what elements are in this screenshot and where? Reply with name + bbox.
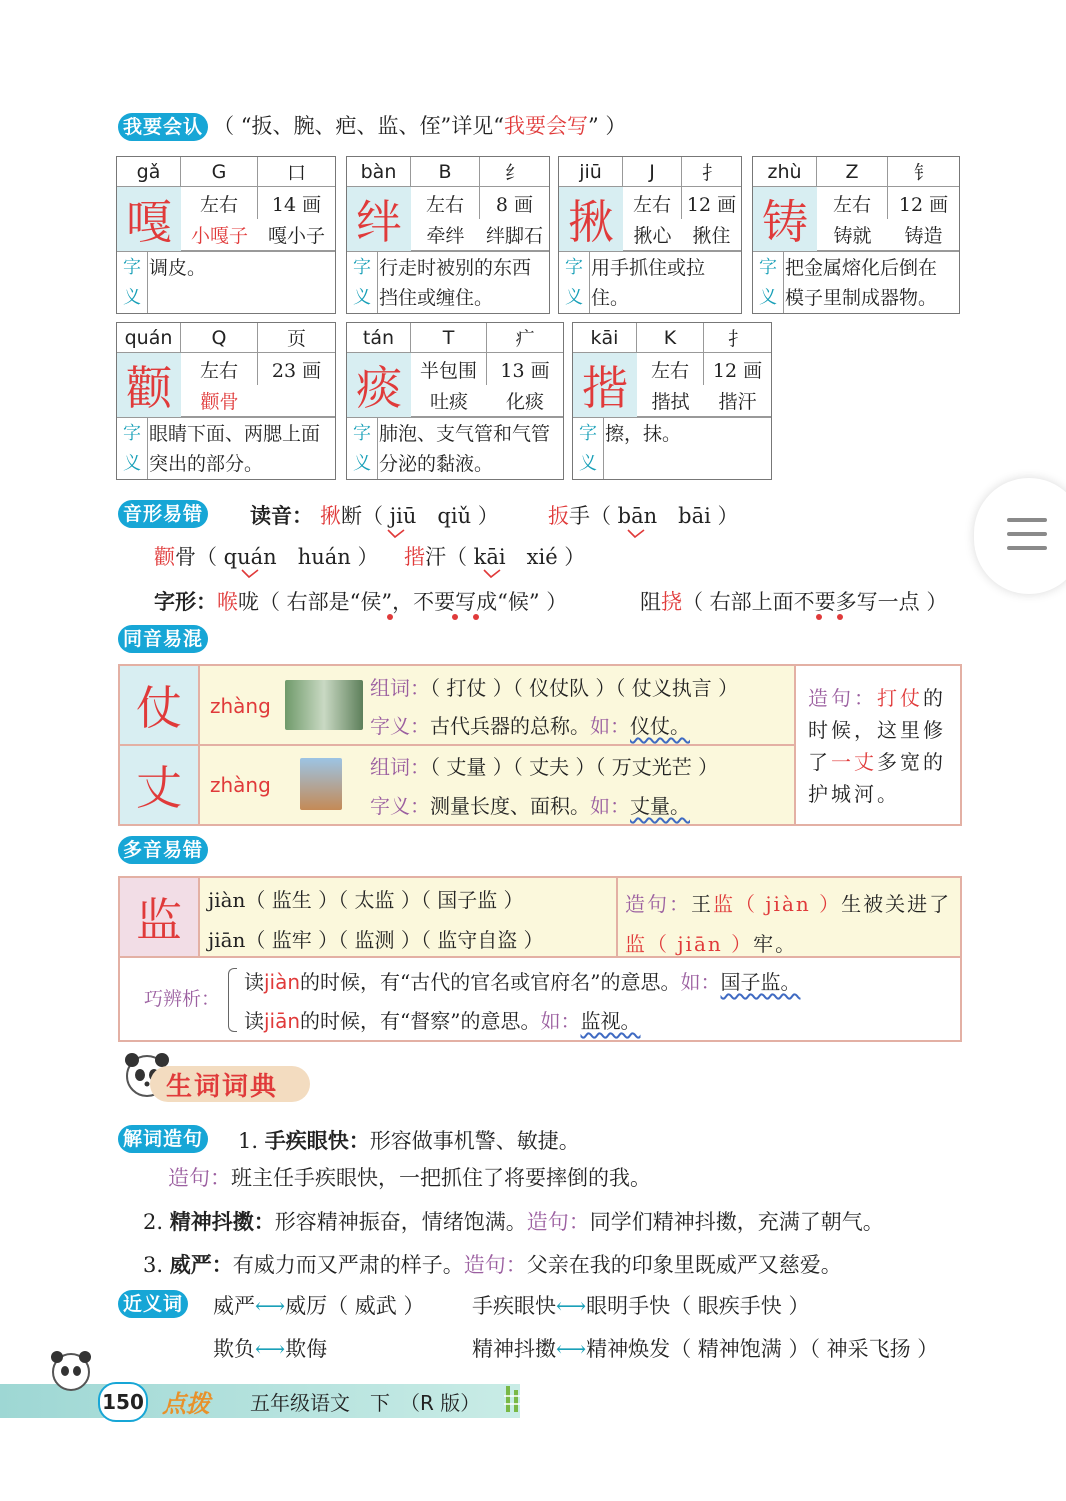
homophone-tag-wrap: [118, 625, 208, 653]
card-pinyin: tán: [347, 323, 411, 353]
synonym-tag: 近义词: [118, 1290, 188, 1318]
ziyi-top: 字: [759, 257, 777, 278]
confusing-tag: 音形易错: [118, 500, 208, 528]
emphasis-dot: [816, 614, 822, 620]
card-word-2: 揪住: [682, 219, 741, 251]
polyphone-tag: 多音易错: [118, 836, 208, 864]
synonym-3: 欺负⟷欺侮: [213, 1337, 328, 1361]
dictionary-tag-wrap: [118, 1125, 208, 1153]
card-letter: Q: [181, 323, 258, 353]
synonym-1: 威严⟷威厉（ 威武 ）: [213, 1294, 425, 1318]
recognize-header: [118, 110, 626, 141]
card-word-2: 铸造: [888, 219, 959, 251]
homophone-pinyin: zhàng: [210, 773, 271, 797]
card-word-1: 铸就: [817, 219, 888, 251]
homophone-sentence: 造句：打仗的时候，这里修了一丈多宽的护城河。: [808, 686, 946, 806]
menu-button[interactable]: [974, 478, 1066, 594]
synonym-4: 精神抖擞⟷精神焕发（ 精神饱满 ）（ 神采飞扬 ）: [472, 1337, 939, 1361]
card-pinyin: zhù: [753, 157, 817, 187]
char-card: [116, 322, 336, 480]
synonym-2: 手疾眼快⟷眼明手快（ 眼疾手快 ）: [472, 1294, 810, 1318]
card-strokes: 8 画: [495, 193, 534, 216]
homophone-words: 组词：（ 打仗 ）（ 仪仗队 ）（ 仗义执言 ）: [370, 676, 739, 700]
ziyi-bottom: 义: [565, 287, 583, 308]
card-strokes: 12 画: [712, 359, 763, 382]
card-pinyin: jiū: [559, 157, 623, 187]
divider: [147, 417, 148, 479]
homophone-meaning: 字义：测量长度、面积。如：丈量。: [370, 794, 690, 818]
ziyi-bottom: 义: [579, 453, 597, 474]
card-structure: 左右: [181, 187, 258, 219]
divider: [559, 251, 741, 252]
entry-1: 1. 手疾眼快：形容做事机警、敏捷。: [238, 1128, 580, 1153]
photo-measuring: [300, 758, 342, 810]
emphasis-dot: [452, 614, 458, 620]
entry-3: 3. 威严：有威力而又严肃的样子。造句：父亲在我的印象里既威严又慈爱。: [143, 1252, 842, 1277]
check-mark-icon: [240, 568, 260, 580]
card-letter: J: [623, 157, 682, 187]
entry-2: 2. 精神抖擞：形容精神振奋，情绪饱满。造句：同学们精神抖擞，充满了朝气。: [143, 1209, 884, 1234]
divider: [603, 417, 604, 479]
footer-title: 五年级语文 下 （R 版）: [250, 1391, 481, 1415]
card-strokes: 14 画: [271, 193, 322, 216]
card-structure: 左右: [637, 353, 704, 385]
homophone-char: 丈: [120, 746, 200, 824]
polyphone-sentence: 造句：王监（ jiàn ）生被关进了监（ jiān ）牢。: [625, 892, 952, 956]
card-definition: 行走时被别的东西挡住或缠住。: [379, 257, 532, 309]
card-radical: 扌: [704, 323, 771, 353]
polyphone-line-2: jiān（ 监牢 ）（ 监测 ）（ 监守自盗 ）: [208, 928, 544, 952]
divider: [377, 417, 378, 479]
recognize-note: （ “扳、腕、疤、监、侄”详见“我要会写” ）: [213, 114, 627, 138]
ziyi-top: 字: [123, 257, 141, 278]
card-word-2: [258, 385, 335, 417]
card-word-2: 揩汗: [704, 385, 771, 417]
card-radical: 钅: [888, 157, 959, 187]
card-char: 颧: [117, 353, 181, 417]
char-card: [558, 156, 742, 314]
char-card: [572, 322, 772, 480]
read-item-3: 颧骨（ quán huán ）: [154, 545, 379, 569]
card-word-2: 绊脚石: [480, 219, 549, 251]
analysis-line-2: 读jiān的时候，有“督察”的意思。如：监视。: [244, 1009, 641, 1033]
card-strokes: 13 画: [500, 359, 550, 382]
divider: [783, 251, 784, 313]
card-strokes: 12 画: [686, 193, 737, 216]
panda-mascot-icon: [48, 1348, 94, 1394]
recognize-tag: 我要会认: [118, 113, 208, 141]
polyphone-char: 监: [120, 878, 200, 958]
synonym-tag-wrap: [118, 1290, 188, 1318]
brace: [228, 968, 237, 1032]
shape-line-2: 阻挠（ 右部上面不要多写一点 ）: [640, 590, 948, 614]
card-definition: 擦，抹。: [605, 423, 682, 445]
read-item-1: 揪断（ jiū qiǔ ）: [320, 504, 499, 528]
ziyi-bottom: 义: [123, 453, 141, 474]
photo-honor-guard: [285, 680, 363, 730]
card-structure: 半包围: [411, 353, 487, 385]
menu-icon: [1007, 518, 1047, 550]
confusing-tag-wrap: [118, 500, 208, 528]
card-radical: 纟: [480, 157, 549, 187]
char-card: [752, 156, 960, 314]
card-char: 嘎: [117, 187, 181, 251]
card-letter: G: [181, 157, 258, 187]
card-char: 痰: [347, 353, 411, 417]
bamboo-icon: [502, 1384, 524, 1418]
read-item-2: 扳手（ bān bāi ）: [548, 504, 739, 528]
ziyi-bottom: 义: [123, 287, 141, 308]
analysis-line-1: 读jiàn的时候，有“古代的官名或官府名”的意思。如：国子监。: [244, 970, 801, 994]
divider: [147, 251, 148, 313]
ziyi-top: 字: [579, 423, 597, 444]
homophone-tag: 同音易混: [118, 625, 208, 653]
card-word-1: 揩拭: [637, 385, 704, 417]
char-card: [346, 322, 564, 480]
card-char: 绊: [347, 187, 411, 251]
footer-brand: 点拨: [162, 1389, 210, 1418]
ziyi-top: 字: [353, 423, 371, 444]
check-mark-icon: [386, 528, 406, 540]
divider: [794, 666, 796, 824]
ziyi-top: 字: [123, 423, 141, 444]
card-word-1: 小嘎子: [181, 219, 258, 251]
char-card: [116, 156, 336, 314]
char-card: [346, 156, 550, 314]
card-definition: 把金属熔化后倒在模子里制成器物。: [785, 257, 938, 309]
read-item-4: 揩汗（ kāi xié ）: [404, 545, 586, 569]
homophone-char: 仗: [120, 666, 200, 746]
dictionary-tag: 解词造句: [118, 1125, 208, 1153]
card-letter: Z: [817, 157, 888, 187]
polyphone-table: [118, 876, 962, 1042]
homophone-table: [118, 664, 962, 826]
card-radical: 扌: [682, 157, 741, 187]
card-letter: K: [637, 323, 704, 353]
card-radical: 口: [258, 157, 335, 187]
polyphone-line-1: jiàn（ 监生 ）（ 太监 ）（ 国子监 ）: [208, 888, 524, 912]
polyphone-tag-wrap: [118, 836, 208, 864]
card-radical: 疒: [487, 323, 563, 353]
card-strokes: 23 画: [271, 359, 322, 382]
divider: [117, 417, 335, 418]
card-word-1: 牵绊: [411, 219, 480, 251]
divider: [347, 417, 563, 418]
card-word-2: 化痰: [487, 385, 563, 417]
card-definition: 调皮。: [149, 257, 207, 279]
card-char: 揪: [559, 187, 623, 251]
homophone-pinyin: zhàng: [210, 694, 271, 718]
card-definition: 肺泡、支气管和气管分泌的黏液。: [379, 423, 551, 475]
ziyi-bottom: 义: [353, 453, 371, 474]
card-structure: 左右: [817, 187, 888, 219]
emphasis-dot: [837, 614, 843, 620]
ziyi-top: 字: [565, 257, 583, 278]
check-mark-icon: [482, 568, 502, 580]
card-strokes: 12 画: [898, 193, 949, 216]
card-pinyin: bàn: [347, 157, 411, 187]
card-char: 铸: [753, 187, 817, 251]
card-pinyin: kāi: [573, 323, 637, 353]
card-word-1: 揪心: [623, 219, 682, 251]
entry-1-sentence: 造句：班主任手疾眼快，一把抓住了将要摔倒的我。: [168, 1166, 651, 1190]
shape-line: 字形：喉咙（ 右部是“侯”，不要写成“候” ）: [154, 589, 568, 614]
card-letter: T: [411, 323, 487, 353]
page-number: 150: [98, 1382, 148, 1422]
divider: [117, 251, 335, 252]
read-label: 读音：: [250, 503, 313, 528]
card-word-2: 嘎小子: [258, 219, 335, 251]
analysis-label: 巧辨析：: [144, 988, 221, 1010]
card-pinyin: quán: [117, 323, 181, 353]
card-radical: 页: [258, 323, 335, 353]
check-mark-icon: [626, 528, 646, 540]
card-letter: B: [411, 157, 480, 187]
ziyi-bottom: 义: [353, 287, 371, 308]
ziyi-bottom: 义: [759, 287, 777, 308]
card-structure: 左右: [623, 187, 682, 219]
emphasis-dot: [387, 614, 393, 620]
divider: [589, 251, 590, 313]
dictionary-title: 生词词典: [166, 1072, 279, 1102]
card-char: 揩: [573, 353, 637, 417]
card-word-1: 颧骨: [181, 385, 258, 417]
card-structure: 左右: [181, 353, 258, 385]
emphasis-dot: [473, 614, 479, 620]
divider: [377, 251, 378, 313]
homophone-words: 组词：（ 丈量 ）（ 丈夫 ）（ 万丈光芒 ）: [370, 755, 719, 779]
card-definition: 眼睛下面、两腮上面突出的部分。: [149, 423, 321, 475]
card-word-1: 吐痰: [411, 385, 487, 417]
ziyi-top: 字: [353, 257, 371, 278]
card-definition: 用手抓住或拉住。: [591, 257, 706, 309]
homophone-meaning: 字义：古代兵器的总称。如：仪仗。: [370, 714, 690, 738]
card-structure: 左右: [411, 187, 480, 219]
card-pinyin: gǎ: [117, 157, 181, 187]
